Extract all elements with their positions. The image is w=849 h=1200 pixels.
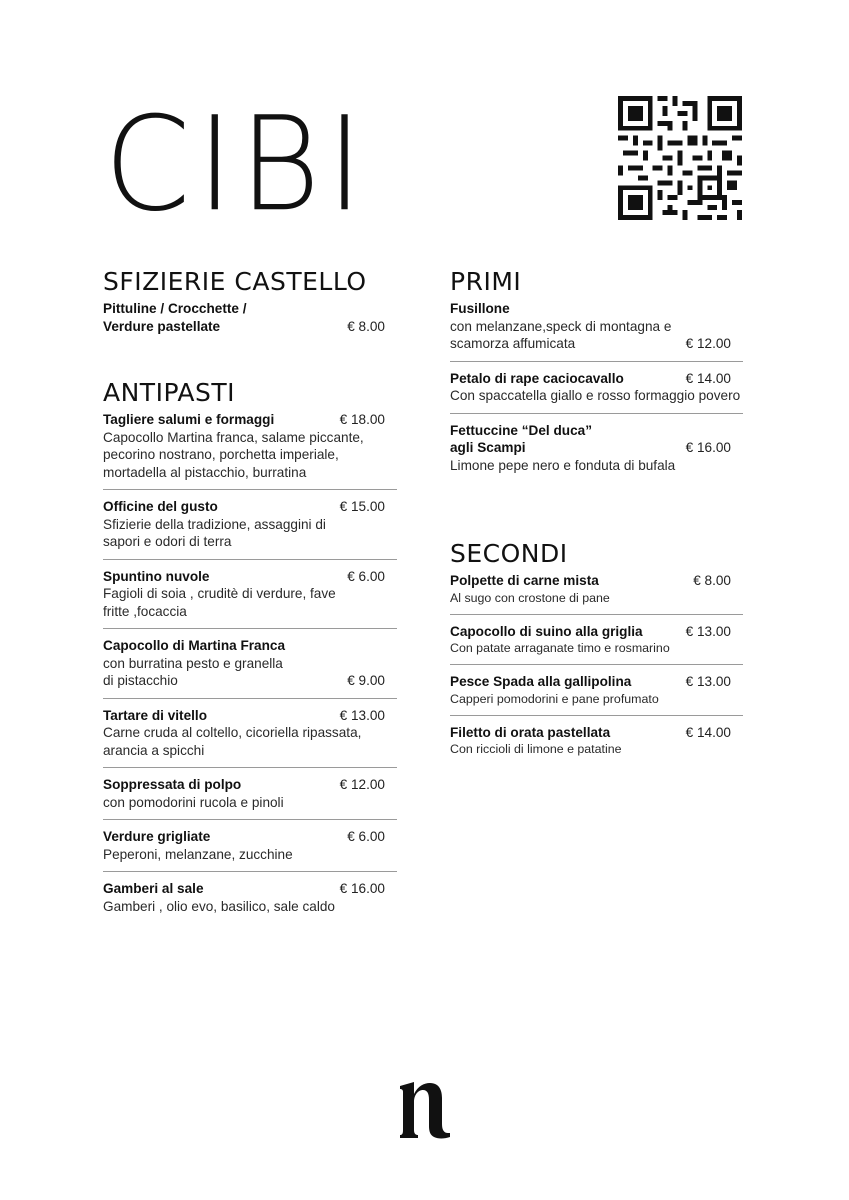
item-name: Spuntino nuvole <box>103 568 210 584</box>
item-name: Soppressata di polpo <box>103 777 242 792</box>
item-price: € 8.00 <box>693 573 731 588</box>
menu-item <box>103 489 397 559</box>
item-price: € 13.00 <box>339 707 385 723</box>
item-description: Sfizierie della tradizione, assaggini di sapori e odori di terra <box>103 516 326 549</box>
menu-item <box>450 413 743 483</box>
menu-item <box>103 411 397 489</box>
section-sfizierie <box>103 266 397 343</box>
menu-item <box>450 664 743 715</box>
item-description: Peperoni, melanzane, zucchine <box>103 846 293 862</box>
item-price: € 16.00 <box>685 440 731 455</box>
section-antipasti <box>103 377 397 923</box>
item-price: € 6.00 <box>347 829 385 844</box>
item-name: Pittuline / Crocchette / <box>103 301 247 316</box>
page-title: CIBI <box>104 89 369 241</box>
item-name: Capocollo di suino alla griglia <box>450 623 643 639</box>
item-description: Al sugo con crostone di pane <box>450 590 610 605</box>
item-description: con burratina pesto e granella <box>103 655 283 671</box>
menu-item <box>450 614 743 665</box>
menu-item <box>103 767 397 819</box>
menu-item <box>450 361 743 413</box>
item-description: con pomodorini rucola e pinoli <box>103 794 284 810</box>
item-description: di pistacchio <box>103 673 178 688</box>
qr-code-icon <box>618 96 742 220</box>
item-name: Tagliere salumi e formaggi <box>103 412 275 427</box>
item-description: Con patate arraganate timo e rosmarino <box>450 641 670 655</box>
item-name: Fettuccine “Del duca” <box>450 422 593 438</box>
item-price: € 8.00 <box>347 318 385 334</box>
item-price: € 14.00 <box>685 724 731 740</box>
item-price: € 16.00 <box>339 881 385 896</box>
item-price: € 12.00 <box>339 777 385 792</box>
menu-item <box>103 300 397 343</box>
item-description: scamorza affumicata <box>450 336 576 351</box>
item-description: Capocollo Martina franca, salame piccante, pecorino nostrano, porchetta imperiale, mortadella al pistacchio, burratina <box>103 429 364 480</box>
item-price: € 18.00 <box>339 412 385 427</box>
item-name: Verdure grigliate <box>103 829 211 844</box>
item-description: con melanzane,speck di montagna e <box>450 318 672 334</box>
menu-item <box>450 300 743 361</box>
item-name: Fusillone <box>450 301 510 316</box>
item-price: € 13.00 <box>685 623 731 639</box>
menu-item <box>103 819 397 871</box>
item-name: agli Scampi <box>450 440 526 455</box>
item-name: Filetto di orata pastellata <box>450 724 611 740</box>
section-secondi <box>450 538 743 765</box>
item-description: Gamberi , olio evo, basilico, sale caldo <box>103 898 335 914</box>
item-price: € 13.00 <box>685 674 731 689</box>
item-name: Officine del gusto <box>103 499 218 514</box>
item-description: Capperi pomodorini e pane profumato <box>450 691 659 706</box>
menu-item <box>103 628 397 698</box>
menu-item <box>450 715 743 766</box>
item-description: Carne cruda al coltello, cicoriella ripassata, arancia a spicchi <box>103 725 362 758</box>
item-price: € 14.00 <box>685 370 731 386</box>
item-price: € 9.00 <box>347 673 385 688</box>
left-column <box>103 266 397 923</box>
item-description: Con riccioli di limone e patatine <box>450 742 622 756</box>
item-name: Petalo di rape caciocavallo <box>450 370 624 386</box>
item-price: € 6.00 <box>347 568 385 584</box>
menu-item <box>103 871 397 923</box>
item-name: Tartare di vitello <box>103 707 207 723</box>
item-price: € 15.00 <box>339 499 385 514</box>
item-price: € 12.00 <box>685 336 731 351</box>
section-title: SECONDI <box>450 539 568 568</box>
item-description: Con spaccatella giallo e rosso formaggio povero <box>450 388 741 403</box>
menu-item <box>450 572 743 614</box>
section-title: SFIZIERIE CASTELLO <box>103 267 367 296</box>
section-title: ANTIPASTI <box>103 378 236 407</box>
item-description: Fagioli di soia , cruditè di verdure, fave fritte ,focaccia <box>103 586 336 619</box>
menu-item <box>103 698 397 768</box>
menu-item <box>103 559 397 629</box>
section-primi <box>450 266 743 482</box>
brand-logo-icon <box>398 1080 452 1140</box>
item-name: Capocollo di Martina Franca <box>103 638 286 653</box>
right-column <box>450 266 743 765</box>
item-name: Pesce Spada alla gallipolina <box>450 674 632 689</box>
item-name: Gamberi al sale <box>103 881 204 896</box>
section-title: PRIMI <box>450 267 522 296</box>
item-name: Polpette di carne mista <box>450 573 599 588</box>
item-description: Limone pepe nero e fonduta di bufala <box>450 457 676 473</box>
item-name: Verdure pastellate <box>103 318 221 334</box>
